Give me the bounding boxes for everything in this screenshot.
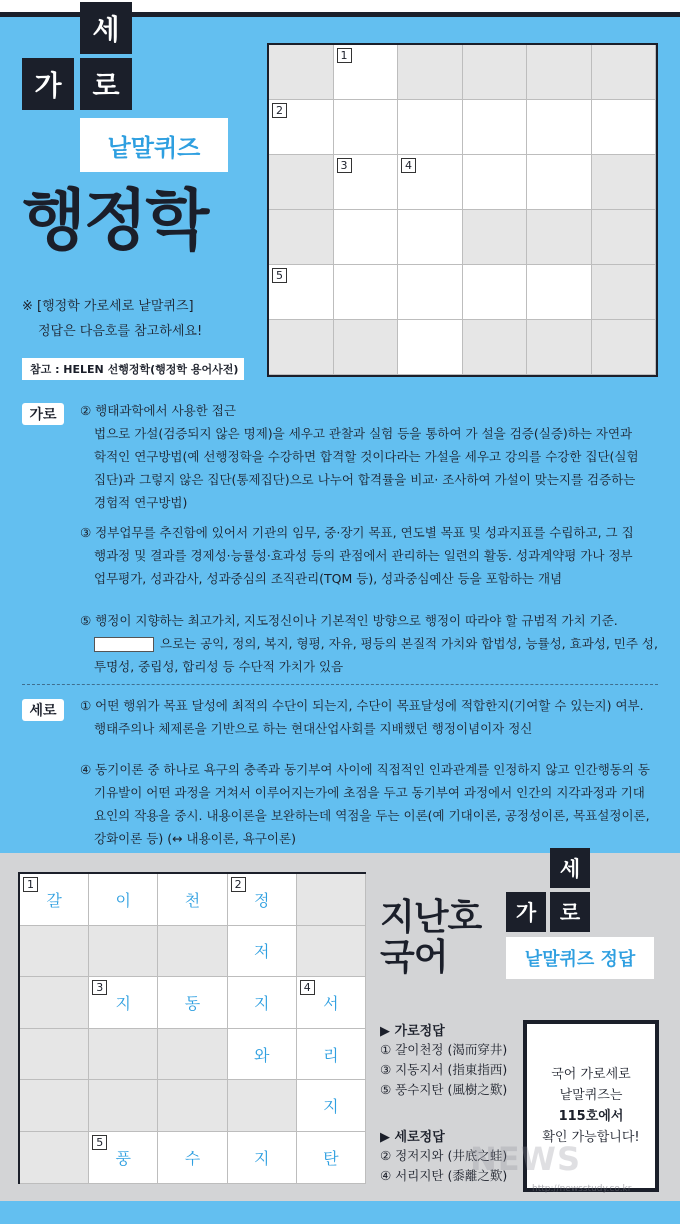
cell-letter: 지	[323, 1097, 339, 1117]
grid-cell	[527, 45, 592, 100]
grid-cell	[297, 1029, 366, 1081]
cell-number: 2	[231, 877, 246, 892]
cell-number: 4	[300, 980, 315, 995]
last-issue-title	[380, 898, 481, 978]
cell-number: 1	[337, 48, 352, 63]
grid-cell	[20, 1029, 89, 1081]
cell-letter: 천	[184, 890, 201, 910]
grid-cell	[20, 1080, 89, 1132]
grid-cell	[334, 210, 399, 265]
grid-cell	[297, 926, 366, 978]
quiz-subtitle: 낱말퀴즈	[80, 118, 228, 172]
cell-letter: 리	[323, 1045, 339, 1065]
grid-cell	[297, 977, 366, 1029]
answer-blank	[94, 637, 154, 652]
cell-letter: 서	[323, 993, 339, 1013]
grid-cell	[334, 155, 399, 210]
grid-cell	[20, 926, 89, 978]
cell-letter: 지	[115, 993, 132, 1013]
clue-line: 강화이론 등) (↔ 내용이론, 욕구이론)	[94, 831, 296, 846]
grid-cell	[269, 210, 334, 265]
grid-cell	[592, 155, 657, 210]
notice-line: 115호에서	[558, 1109, 624, 1124]
clue-line: 행태주의나 체제론을 기반으로 하는 현대산업사회를 지배했던 행정이념이자 정신	[94, 721, 533, 736]
cell-letter: 지	[253, 1148, 270, 1168]
tile-se: 세	[550, 848, 590, 888]
clue-line: 업무평가, 성과감사, 성과중심의 조직관리(TQM 등), 성과중심예산 등을 포함하는 개념	[94, 571, 563, 586]
grid-cell	[398, 45, 463, 100]
grid-cell	[527, 265, 592, 320]
grid-cell	[89, 977, 158, 1029]
grid-cell	[592, 45, 657, 100]
across-clue-3	[80, 521, 634, 590]
cell-letter: 수	[184, 1148, 201, 1168]
clue-line: ② 행태과학에서 사용한 접근	[80, 403, 236, 418]
grid-cell	[228, 1029, 297, 1081]
cell-letter: 저	[253, 942, 270, 962]
answer-note	[22, 294, 202, 344]
grid-cell	[158, 874, 227, 926]
grid-cell	[297, 1080, 366, 1132]
grid-cell	[228, 874, 297, 926]
grid-cell	[228, 977, 297, 1029]
down-clue-4	[80, 758, 650, 850]
grid-cell	[592, 265, 657, 320]
note-line-1: ※ [행정학 가로세로 낱말퀴즈]	[22, 299, 194, 314]
grid-cell	[89, 1029, 158, 1081]
cell-letter: 갈	[46, 890, 62, 910]
across-answers	[380, 1040, 507, 1100]
watermark-url: http://newsstudy.co.kr	[532, 1184, 632, 1194]
grid-cell	[398, 100, 463, 155]
notice-line: 낱말퀴즈는	[559, 1088, 623, 1103]
cell-number: 3	[337, 158, 352, 173]
tile-ga: 가	[506, 892, 546, 932]
grid-cell	[463, 265, 528, 320]
clue-line: 경험적 연구방법)	[94, 495, 188, 510]
cell-letter: 지	[253, 993, 270, 1013]
grid-cell	[158, 977, 227, 1029]
cell-number: 3	[92, 980, 107, 995]
grid-cell	[334, 265, 399, 320]
grid-cell	[20, 874, 89, 926]
grid-cell	[269, 265, 334, 320]
cell-number: 4	[401, 158, 416, 173]
clue-line: ⑤ 행정이 지향하는 최고가치, 지도정신이나 기본적인 방향으로 행정이 따라야 할 규범적 가치 기준.	[80, 613, 618, 628]
clue-line: 요인의 작용을 중시. 내용이론을 보완하는데 역점을 두는 이론(예 기대이론, 공정성이론, 목표설정이론,	[94, 808, 650, 823]
grid-cell	[527, 320, 592, 375]
grid-cell	[463, 100, 528, 155]
cell-number: 5	[272, 268, 287, 283]
grid-cell	[334, 320, 399, 375]
clue-line: 학적인 연구방법(예 선행정학을 수강하면 합격할 것이다라는 가설을 세우고 강의를 수강한 집단(실험	[94, 449, 639, 464]
across-tag: 가로	[22, 403, 64, 425]
clue-line: 기유발이 어떤 과정을 거쳐서 이루어지는가에 초점을 두고 동기부여 과정에서 인간의 지각과정과 기대	[94, 785, 645, 800]
cell-letter: 정	[253, 890, 270, 910]
grid-cell	[89, 1132, 158, 1184]
down-answers-head: ▶ 세로정답	[380, 1130, 445, 1145]
tile-se: 세	[80, 2, 132, 54]
across-clue-2	[80, 399, 639, 514]
notice-line: 국어 가로세로	[551, 1067, 631, 1082]
answer-line: ⑤ 풍수지탄 (風樹之歎)	[380, 1082, 508, 1097]
grid-cell	[527, 100, 592, 155]
grid-cell	[158, 1132, 227, 1184]
cell-letter: 탄	[323, 1148, 339, 1168]
note-line-2: 정답은 다음호를 참고하세요!	[38, 324, 203, 339]
clue-line: ③ 정부업무를 추진함에 있어서 기관의 임무, 중·장기 목표, 연도별 목표 및 성과지표를 수립하고, 그 집	[80, 525, 634, 540]
grid-cell	[463, 45, 528, 100]
grid-cell	[228, 1132, 297, 1184]
answer-line: ① 갈이천정 (渴而穿井)	[380, 1042, 508, 1057]
clue-line: 행과정 및 결과를 경제성·능률성·효과성 등의 관점에서 관리하는 일련의 활동. 성과계약평 가나 정부	[94, 548, 633, 563]
grid-cell	[89, 1080, 158, 1132]
grid-cell	[463, 155, 528, 210]
reference-label: 참고 : HELEN 선행정학(행정학 용어사전)	[22, 358, 244, 380]
title-line: 지난호	[380, 897, 482, 938]
clue-line: ④ 동기이론 중 하나로 욕구의 충족과 동기부여 사이에 직접적인 인과관계를 인정하지 않고 인간행동의 동	[80, 762, 651, 777]
grid-cell	[158, 926, 227, 978]
grid-cell	[228, 926, 297, 978]
across-answers-head: ▶ 가로정답	[380, 1024, 445, 1039]
grid-cell	[297, 874, 366, 926]
clue-line: 법으로 가설(검증되지 않은 명제)을 세우고 관찰과 실험 등을 통하여 가 설을 검증(실증)하는 자연과	[94, 426, 633, 441]
cell-letter: 풍	[115, 1148, 132, 1168]
grid-cell	[20, 977, 89, 1029]
answers-subtitle: 낱말퀴즈 정답	[506, 937, 654, 979]
tile-ro: 로	[80, 58, 132, 110]
cell-letter: 와	[253, 1045, 270, 1065]
notice-line: 확인 가능합니다!	[542, 1130, 640, 1145]
tile-ro: 로	[550, 892, 590, 932]
watermark-logo: NEWS	[470, 1140, 581, 1178]
grid-cell	[158, 1029, 227, 1081]
grid-cell	[527, 155, 592, 210]
bottom-bar	[0, 1201, 680, 1224]
down-tag: 세로	[22, 699, 64, 721]
grid-cell	[527, 210, 592, 265]
grid-cell	[228, 1080, 297, 1132]
grid-cell	[158, 1080, 227, 1132]
cell-number: 1	[23, 877, 38, 892]
crossword-grid	[267, 43, 658, 377]
grid-cell	[398, 320, 463, 375]
grid-cell	[334, 100, 399, 155]
grid-cell	[592, 320, 657, 375]
grid-cell	[297, 1132, 366, 1184]
clue-line: ① 어떤 행위가 목표 달성에 최적의 수단이 되는지, 수단이 목표달성에 적합한지(기여할 수 있는지) 여부.	[80, 698, 644, 713]
across-clue-5	[80, 609, 658, 678]
cell-number: 2	[272, 103, 287, 118]
answer-line: ④ 서리지탄 (黍離之歎)	[380, 1168, 508, 1183]
answer-line: ② 정저지와 (井底之蛙)	[380, 1148, 508, 1163]
grid-cell	[89, 874, 158, 926]
cell-number: 5	[92, 1135, 107, 1150]
clue-line: 집단)과 그렇지 않은 집단(통제집단)으로 나누어 합격률을 비교· 조사하여 가설이 맞는지를 검증하는	[94, 472, 636, 487]
cell-letter: 동	[184, 993, 201, 1013]
answer-grid	[18, 872, 366, 1184]
grid-cell	[269, 100, 334, 155]
grid-cell	[463, 320, 528, 375]
grid-cell	[89, 926, 158, 978]
grid-cell	[592, 100, 657, 155]
grid-cell	[463, 210, 528, 265]
clue-line: 투명성, 중립성, 합리성 등 수단적 가치가 있음	[94, 659, 344, 674]
grid-cell	[398, 155, 463, 210]
grid-cell	[269, 155, 334, 210]
title-line: 국어	[380, 937, 448, 978]
clue-line: 으로는 공익, 정의, 복지, 형평, 자유, 평등의 본질적 가치와 합법성, 능률성, 효과성, 민주 성,	[160, 636, 658, 651]
grid-cell	[592, 210, 657, 265]
tile-ga: 가	[22, 58, 74, 110]
divider	[22, 684, 658, 685]
grid-cell	[20, 1132, 89, 1184]
grid-cell	[398, 265, 463, 320]
grid-cell	[269, 320, 334, 375]
page-title: 행정학	[22, 182, 208, 259]
grid-cell	[269, 45, 334, 100]
grid-cell	[398, 210, 463, 265]
answer-line: ③ 지동지서 (指東指西)	[380, 1062, 508, 1077]
cell-letter: 이	[115, 890, 132, 910]
grid-cell	[334, 45, 399, 100]
down-clue-1	[80, 694, 644, 740]
